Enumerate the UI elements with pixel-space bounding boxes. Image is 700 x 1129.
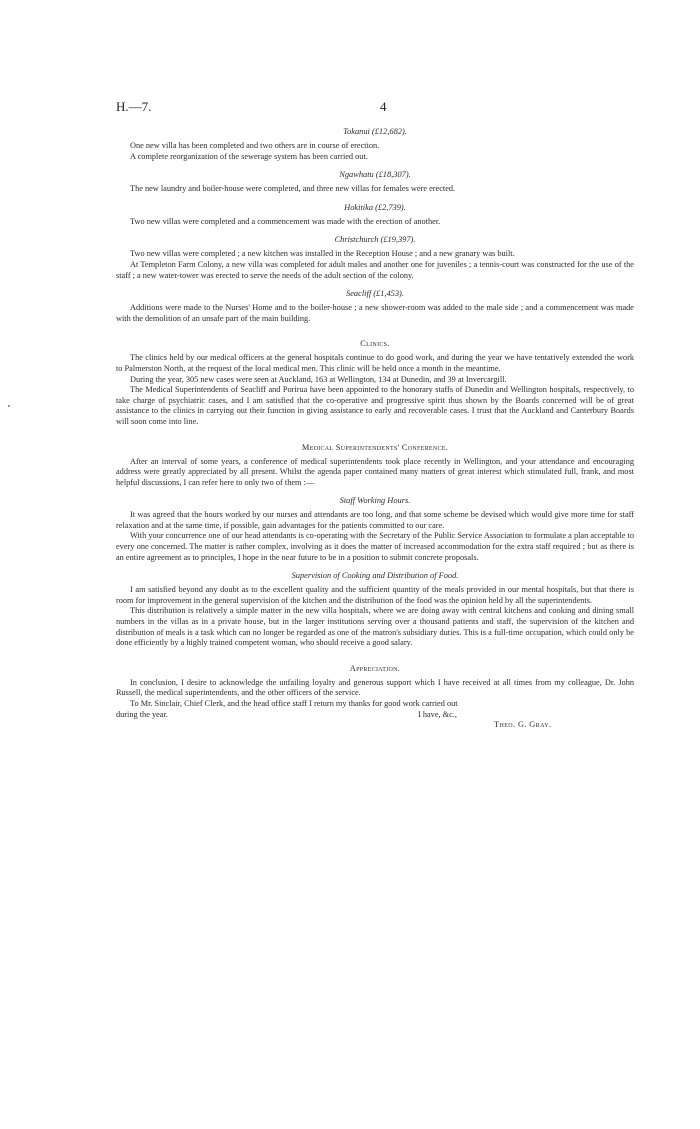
- paragraph: One new villa has been completed and two others are in course of erection.: [130, 141, 380, 150]
- closing-paragraph-tail: during the year.: [116, 709, 168, 719]
- section-appreciation: [116, 663, 634, 699]
- section-heading: Staff Working Hours.: [339, 496, 411, 506]
- document-reference: H.—7.: [116, 99, 152, 114]
- section-heading: Clinics.: [360, 339, 390, 349]
- section-heading: Christchurch (£19,397).: [334, 235, 416, 245]
- page-header: [116, 99, 634, 119]
- section-christchurch-19-397: [116, 234, 634, 281]
- section-heading: Supervision of Cooking and Distribution of Food.: [291, 571, 459, 581]
- section-heading: Appreciation.: [349, 663, 401, 673]
- paragraph: During the year, 305 new cases were seen at Auckland, 163 at Wellington, 134 at Dunedin, and 39 at Invercargill.: [130, 374, 507, 384]
- report-content: [116, 126, 634, 731]
- section-supervision-of-cooking-and-distribution-of-food: [116, 570, 634, 649]
- paragraph: After an interval of some years, a conference of medical superintendents took place recently in Wellington, and your attendance and encouraging address were greatly appreciated by all present. Whilst the agenda paper contained many matters of great interest which stimulated full, frank, and most helpful discussions, I can refer here to only two of them :—: [116, 456, 634, 487]
- paragraph: A complete reorganization of the sewerage system has been carried out.: [130, 151, 368, 161]
- paragraph: I am satisfied beyond any doubt as to the excellent quality and the sufficient quantity of the meals provided in our mental hospitals, but that there is room for improvement in the general supervision of the kitchen and the distribution of the food was the opinion held by all the superintendents.: [116, 585, 634, 605]
- section-hokitika-2-739: [116, 202, 634, 228]
- section-tokanui-12-682: [116, 126, 634, 162]
- section-clinics: [116, 338, 634, 427]
- paragraph: The new laundry and boiler-house were completed, and three new villas for females were erected.: [130, 184, 456, 194]
- section-ngawhatu-18-307: [116, 169, 634, 195]
- paragraph: In conclusion, I desire to acknowledge the unfailing loyalty and generous support which I have received at all times from my colleague, Dr. John Russell, the medical superintendents, and the other officers of the service.: [116, 677, 634, 698]
- section-heading: Seacliff (£1,453).: [346, 289, 404, 299]
- paragraph: The Medical Superintendents of Seacliff and Porirua have been appointed to the honorary staffs of Dunedin and Wellington hospitals, respectively, to take charge of psychiatric cases, and I am satisfied that the co-operative and progressive spirit thus shown by the Boards concerned will be of great assistance to the clinics in carrying out their function in giving assistance to early and recoverable cases. I trust that the Auckland and Canterbury Boards will soon come into line.: [116, 385, 634, 426]
- section-seacliff-1-453: [116, 288, 634, 324]
- section-heading: Medical Superintendents' Conference.: [301, 442, 449, 452]
- paragraph: Additions were made to the Nurses' Home and to the boiler-house ; a new shower-room was added to the male side ; and a commencement was made with the demolition of an unsafe part of the main building.: [116, 303, 634, 323]
- section-staff-working-hours: [116, 495, 634, 563]
- paragraph: Two new villas were completed ; a new kitchen was installed in the Reception House ; and a new granary was built.: [130, 249, 515, 259]
- scan-speck: [8, 405, 10, 407]
- closing-line: [116, 710, 634, 721]
- paragraph: The clinics held by our medical officers at the general hospitals continue to do good work, and during the year we have tentatively extended the work to Palmerston North, at the request of the local medical men. This clinic will be held once a month in the meantime.: [116, 353, 634, 373]
- paragraph: At Templeton Farm Colony, a new villa was completed for adult males and another one for juveniles ; a tennis-court was constructed for the use of the staff ; a new water-tower was erected to serve the needs of the adult section of the colony.: [116, 259, 634, 280]
- closing-block: [116, 699, 634, 731]
- paragraph: Two new villas were completed and a commencement was made with the erection of another.: [130, 216, 441, 226]
- section-heading: Tokanui (£12,682).: [343, 127, 407, 136]
- section-heading: Hokitika (£2,739).: [344, 202, 406, 212]
- signature: Theo. G. Gray.: [494, 720, 552, 730]
- page-number: 4: [380, 99, 387, 114]
- section-medical-superintendents-conference: [116, 442, 634, 489]
- section-heading: Ngawhatu (£18,307).: [339, 170, 411, 180]
- paragraph: It was agreed that the hours worked by our nurses and attendants are too long, and that some scheme be devised which would give more time for staff relaxation and at the same time, if possible, gain advantages for the patients committed to our care.: [116, 510, 634, 530]
- paragraph: This distribution is relatively a simple matter in the new villa hospitals, where we are doing away with central kitchens and cooking and dining small numbers in the villas as in a private house, but in the larger institutions serving over a thousand patients and staff, the supervision of the kitchen and distribution of meals is a task which can no longer be regarded as one of the matron's subsidiary duties. This is a full-time occupation, which could only be done efficiently by a highly trained competent woman, who should receive a good salary.: [116, 606, 634, 648]
- valediction: I have, &c.,: [418, 709, 457, 719]
- paragraph: With your concurrence one of our head attendants is co-operating with the Secretary of the Public Service Association to formulate a plan acceptable to every one concerned. The matter is rather complex, involving as it does the matter of increased accommodation for the extra staff required ; but as there is an entire agreement as to principles, I hope in the near future to be in a position to submit concrete proposals.: [116, 531, 634, 562]
- closing-paragraph: To Mr. Sinclair, Chief Clerk, and the head office staff I return my thanks for good work carried out: [130, 699, 458, 708]
